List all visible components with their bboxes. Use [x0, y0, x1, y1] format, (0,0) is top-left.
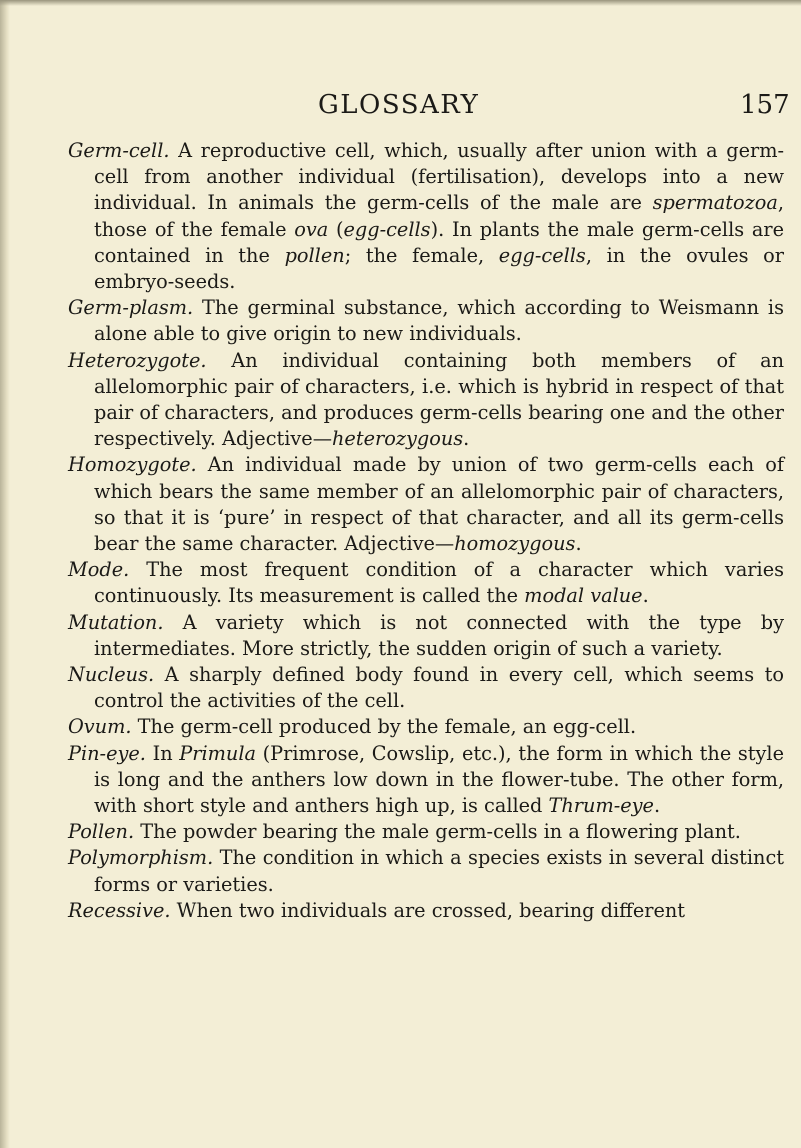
entry-term: Mutation. — [68, 610, 164, 634]
entry-term: Mode. — [68, 558, 130, 582]
glossary-entry-polymorphism: Polymorphism. The condition in which a species exists in several distinct forms or varieties. — [68, 846, 784, 896]
glossary-entry-mutation: Mutation. A variety which is not connected with the type by intermediates. More strictly, the sudden origin of such a variety. — [68, 610, 784, 660]
glossary-entry-pin-eye: Pin-eye. In Primula (Primrose, Cowslip, etc.), the form in which the style is long and the anthers low down in the flower-tube. The other form, with short style and anthers high up, is called Thrum-eye. — [68, 741, 784, 818]
entry-term: Polymorphism. — [68, 846, 214, 870]
entry-term: Germ-plasm. — [68, 296, 194, 320]
entry-term: Homozygote. — [68, 453, 197, 477]
page-edge-shadow — [0, 0, 10, 1148]
entry-term: Heterozygote. — [68, 348, 207, 372]
glossary-entry-homozygote: Homozygote. An individual made by union of two germ-cells each of which bears the same member of an allelomorphic pair of characters, so that it is ‘pure’ in respect of that character, and all its germ-cells bear the same character. Adjective—homozygous. — [68, 453, 784, 556]
entry-term: Pollen. — [68, 820, 135, 844]
glossary-entry-germ-cell: Germ-cell. A reproductive cell, which, usually after union with a germ-cell from another individual (fertilisation), develops into a new individual. In animals the germ-cells of the male are spermatozoa, those of the female ova (egg-cells). In plants the male germ-cells are contained in the pollen; the female, egg-cells, in the ovules or embryo-seeds. — [68, 139, 784, 294]
page-number: 157 — [740, 90, 790, 120]
entry-term: Ovum. — [68, 715, 132, 739]
glossary-entry-nucleus: Nucleus. A sharply defined body found in every cell, which seems to control the activities of the cell. — [68, 663, 784, 713]
entry-term: Germ-cell. — [68, 139, 170, 162]
page-title: GLOSSARY — [318, 90, 480, 120]
entry-term: Pin-eye. — [68, 741, 146, 765]
entry-term: Recessive. — [68, 898, 171, 922]
glossary-entry-ovum: Ovum. The germ-cell produced by the female, an egg-cell. — [68, 715, 637, 739]
glossary-entry-germ-plasm: Germ-plasm. The germinal substance, which according to Weismann is alone able to give origin to new individuals. — [68, 296, 784, 346]
glossary-entry-mode: Mode. The most frequent condition of a character which varies continuously. Its measurement is called the modal value. — [68, 558, 784, 608]
glossary-entry-recessive: Recessive. When two individuals are crossed, bearing different — [68, 898, 686, 922]
page-top-shadow — [0, 0, 801, 6]
glossary-entry-pollen: Pollen. The powder bearing the male germ-cells in a flowering plant. — [68, 820, 741, 844]
entry-term: Nucleus. — [68, 663, 155, 687]
glossary-body — [68, 138, 784, 924]
running-header — [0, 90, 801, 130]
glossary-entry-heterozygote: Heterozygote. An individual containing both members of an allelomorphic pair of characters, i.e. which is hybrid in respect of that pair of characters, and produces germ-cells bearing one and the other respectively. Adjective—heterozygous. — [68, 348, 784, 451]
